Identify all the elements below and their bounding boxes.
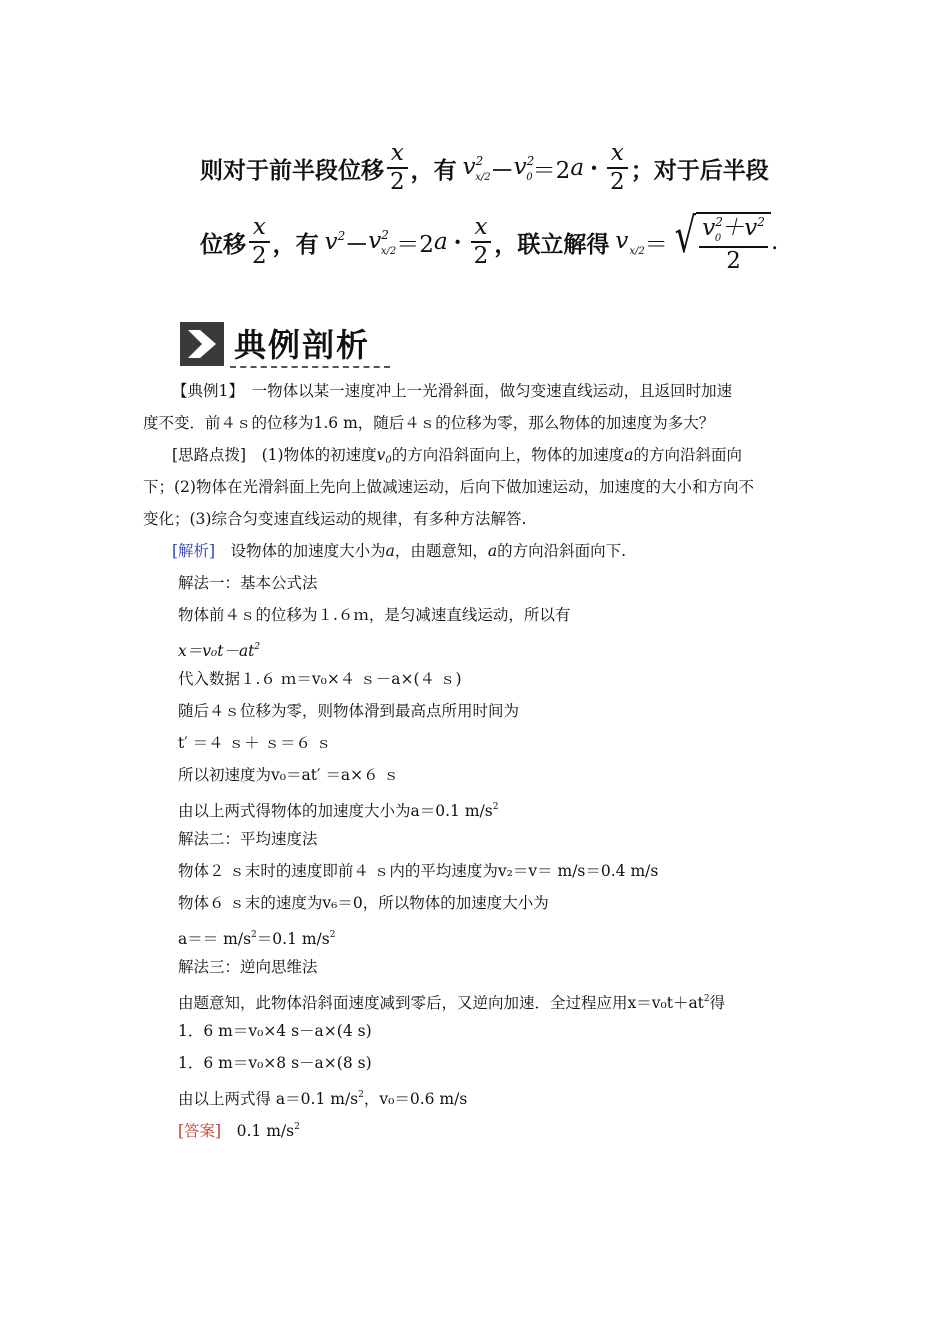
- hint-tag: [思路点拨]: [172, 446, 247, 464]
- formula-line-2: 位移 $\frac{x}{2}$ ，有 $v^2$ － $v^2_{x/2}$ ＝2 a · $\frac{x}{2}$ ，联立解得 $v_{x/2}$ ＝ √ $\frac{v^2_0+v^2}{2}$ .: [200, 207, 779, 274]
- method1-line-5: 所以初速度为v₀＝at′ ＝a×６ ｓ: [178, 766, 400, 784]
- section-title: 典例剖析: [234, 326, 371, 364]
- fraction-x-over-2: $\frac{x}{2}$: [249, 216, 270, 268]
- example-line-1: 【典例1】 一物体以某一速度冲上一光滑斜面，做匀变速直线运动，且返回时加速: [172, 382, 733, 400]
- method3-line-4: 由以上两式得 a＝0.1 $m/s^2$，v₀＝0.6 m/s: [178, 1090, 468, 1108]
- hint-line-2: 下；(2)物体在光滑斜面上先向上做减速运动，后向下做加速运动，加速度的大小和方向不: [143, 478, 754, 496]
- chevron-right-icon: [180, 322, 224, 366]
- method1-line-2: 代入数据１.６ ｍ＝v₀×４ ｓ－a×(４ ｓ): [178, 670, 462, 688]
- fraction-x-over-2: $\frac{x}{2}$: [387, 142, 408, 194]
- answer-line: [答案] 0.1 $m/s^2$: [178, 1122, 300, 1140]
- method1-title: 解法一：基本公式法: [178, 574, 318, 592]
- method1-line-4: t′ ＝４ ｓ＋ ｓ＝６ ｓ: [178, 734, 332, 752]
- fraction-x-over-2: $\frac{x}{2}$: [607, 142, 628, 194]
- method3-title: 解法三：逆向思维法: [178, 958, 318, 976]
- answer-value: 0.1 m/s: [236, 1122, 295, 1140]
- method3-line-1: 由题意知，此物体沿斜面速度减到零后，又逆向加速．全过程应用$x=v_0t+at^2$得: [178, 994, 726, 1012]
- method2-line-1: 物体２ ｓ末时的速度即前４ ｓ内的平均速度为v₂＝v＝ m/s＝0.4 m/s: [178, 862, 659, 880]
- method3-line-3: 1．6 m＝v₀×8 s－a×(8 s): [178, 1054, 372, 1072]
- method2-title: 解法二：平均速度法: [178, 830, 318, 848]
- method2-line-3: $a== m/s^2=0.1$ $m/s^2$: [178, 930, 336, 948]
- method3-line-2: 1．6 m＝v₀×4 s－a×(4 s): [178, 1022, 372, 1040]
- text-first-half: 则对于前半段位移: [200, 156, 384, 184]
- example-tag: 【典例1】: [172, 382, 237, 400]
- answer-tag: [答案]: [178, 1122, 222, 1140]
- text-second-half: ；对于后半段: [630, 156, 769, 184]
- section-banner: [180, 318, 392, 368]
- method1-line-6: 由以上两式得物体的加速度大小为a＝0.1 $m/s^2$: [178, 802, 499, 820]
- analysis-tag: [解析]: [172, 542, 216, 560]
- fraction-x-over-2: $\frac{x}{2}$: [471, 216, 492, 268]
- square-root: √ $\frac{v^2_0+v^2}{2}$: [670, 212, 771, 273]
- method1-formula: $x=v_0t-at^2$: [178, 642, 261, 660]
- method1-line-3: 随后４ｓ位移为零，则物体滑到最高点所用时间为: [178, 702, 520, 720]
- banner-underline: [230, 366, 390, 368]
- hint-line-3: 变化；(3)综合匀变速直线运动的规律，有多种方法解答.: [143, 510, 527, 528]
- hint-line-1: [思路点拨] (1)物体的初速度v0的方向沿斜面向上，物体的加速度a的方向沿斜面向: [172, 446, 743, 466]
- formula-line-1: 则对于前半段位移 $\frac{x}{2}$ ，有 $v^2_{x/2}$ － $v^2_0$ ＝2 a · $\frac{x}{2}$ ；对于后半段: [200, 140, 769, 195]
- analysis-line: [解析] 设物体的加速度大小为a，由题意知，a的方向沿斜面向下.: [172, 542, 627, 560]
- method1-line-1: 物体前４ｓ的位移为１.６ｍ，是匀减速直线运动，所以有: [178, 606, 571, 624]
- example-line-2: 度不变．前４ｓ的位移为1.6 m，随后４ｓ的位移为零，那么物体的加速度为多大？: [143, 414, 715, 432]
- method2-line-2: 物体６ ｓ末的速度为v₆＝0，所以物体的加速度大小为: [178, 894, 549, 912]
